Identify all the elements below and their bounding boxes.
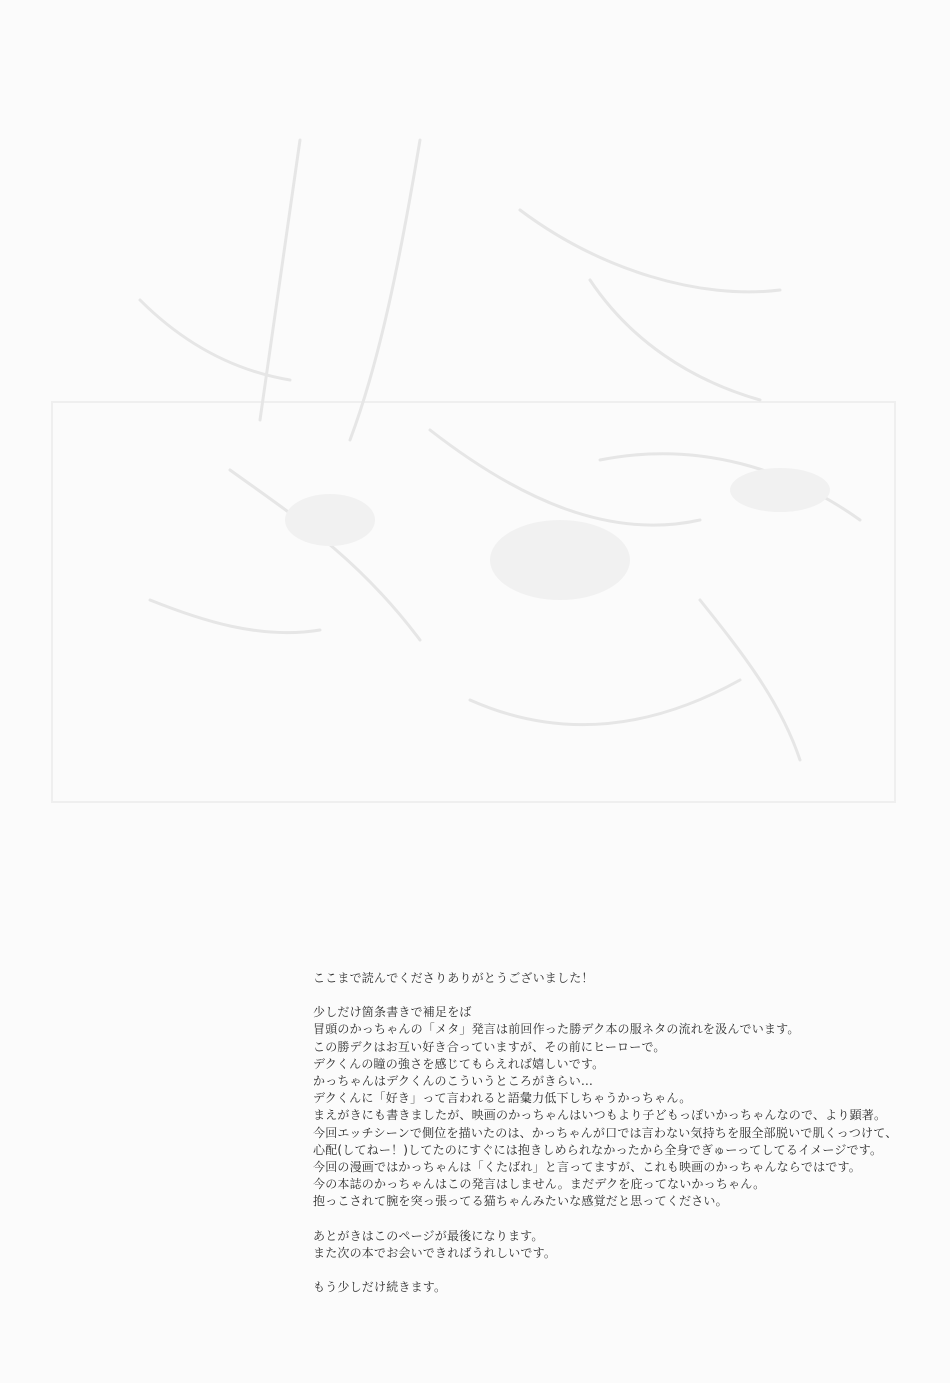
note-line: 心配(してねー！)してたのにすぐには抱きしめられなかったから全身でぎゅーってしてるイメージです。 <box>313 1142 883 1157</box>
note-line: まえがきにも書きましたが、映画のかっちゃんはいつもより子どもっぽいかっちゃんなので、より顕著。 <box>313 1108 887 1123</box>
note-line: デクくんに「好き」って言われると語彙力低下しちゃうかっちゃん。 <box>313 1091 692 1106</box>
notes-intro-line: 少しだけ箇条書きで補足をば <box>313 1005 472 1020</box>
note-line: 今の本誌のかっちゃんはこの発言はしません。まだデクを庇ってないかっちゃん。 <box>313 1177 766 1192</box>
closing-line: また次の本でお会いできればうれしいです。 <box>313 1245 557 1260</box>
paragraph-gap <box>313 1211 913 1228</box>
note-line: 今回エッチシーンで側位を描いたのは、かっちゃんが口では言わない気持ちを服全部脱いで肌くっつけて、 <box>313 1125 898 1140</box>
continue-line: もう少しだけ続きます。 <box>313 1280 447 1295</box>
note-line: 抱っこされて腕を突っ張ってる猫ちゃんみたいな感覚だと思ってください。 <box>313 1194 728 1209</box>
greeting-line: ここまで読んでくださりありがとうございました！ <box>313 971 594 985</box>
note-line: デクくんの瞳の強さを感じてもらえれば嬉しいです。 <box>313 1056 605 1071</box>
closing-line: あとがきはこのページが最後になります。 <box>313 1228 544 1243</box>
note-line: 冒頭のかっちゃんの「メタ」発言は前回作った勝デク本の服ネタの流れを汲んでいます。 <box>313 1022 800 1037</box>
note-line: 今回の漫画ではかっちゃんは「くたばれ」と言ってますが、これも映画のかっちゃんならではです。 <box>313 1160 861 1175</box>
paragraph-gap <box>313 987 913 1004</box>
note-line: この勝デクはお互い好き合っていますが、その前にヒーローで。 <box>313 1039 666 1054</box>
afterword-text-block <box>313 970 913 1296</box>
note-line: かっちゃんはデクくんのこういうところがきらい… <box>313 1074 594 1089</box>
paragraph-gap <box>313 1262 913 1279</box>
